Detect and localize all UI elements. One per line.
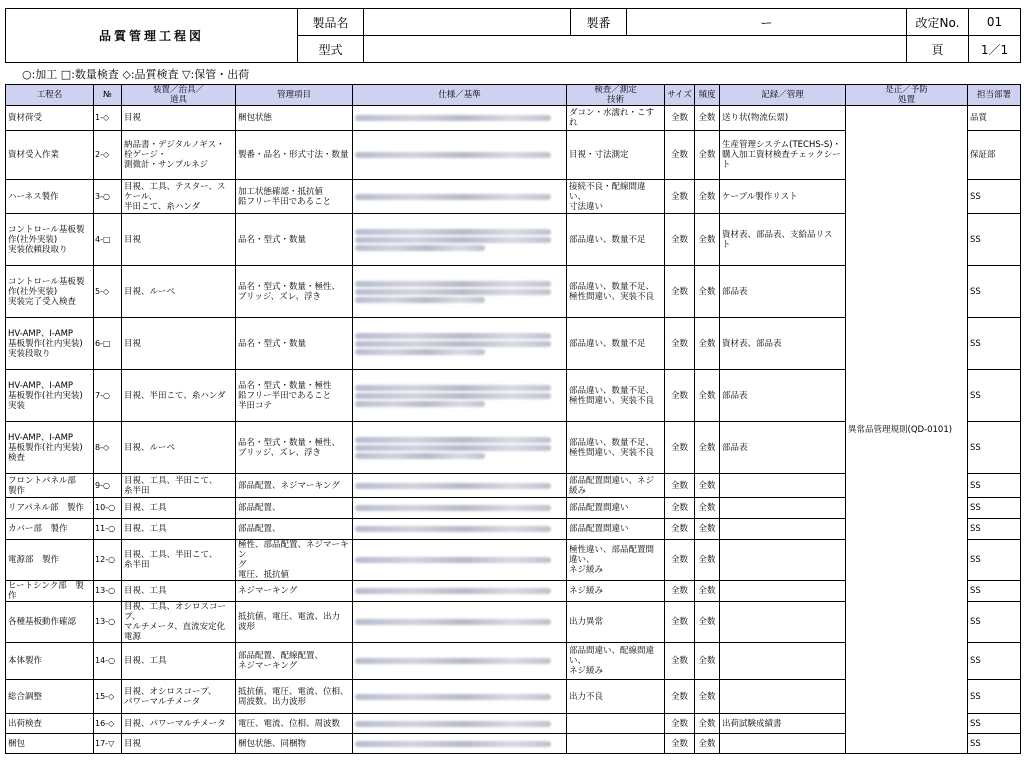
frequency-cell: 全数 [695, 474, 720, 498]
inspection-cell: 部品違い、数量不足、 極性間違い、実装不良 [567, 370, 665, 422]
spec-cell [353, 734, 567, 754]
process-name-cell: 資材受入作業 [6, 131, 94, 180]
process-no-cell: 11-○ [94, 519, 122, 540]
process-no-cell: 9-○ [94, 474, 122, 498]
record-cell [720, 680, 846, 714]
frequency-cell: 全数 [695, 714, 720, 734]
process-no-cell: 17-▽ [94, 734, 122, 754]
process-name-cell: ハーネス製作 [6, 180, 94, 214]
redacted-spec-text [355, 453, 485, 459]
col-header-inspection [567, 85, 665, 106]
spec-cell [353, 214, 567, 266]
inspection-cell: 出力異常 [567, 602, 665, 643]
revision-value: 01 [969, 9, 1021, 36]
process-no-cell: 15-◇ [94, 680, 122, 714]
col-header-correction-bottom: 処置 [897, 95, 915, 105]
equipment-cell: 目視、工具、テスター、スケール、 半田こて、糸ハンダ [122, 180, 236, 214]
redacted-spec-text [355, 526, 551, 532]
size-cell: 全数 [665, 474, 695, 498]
redacted-spec-text [355, 333, 551, 339]
inspection-cell: 出力不良 [567, 680, 665, 714]
record-cell [720, 643, 846, 680]
record-cell: 資材表、部品表、支給品リス ト [720, 214, 846, 266]
inspection-cell: 部品配置間違い [567, 519, 665, 540]
process-no-cell: 13-○ [94, 602, 122, 643]
spec-cell [353, 131, 567, 180]
process-no-cell: 13-○ [94, 581, 122, 602]
spec-cell [353, 714, 567, 734]
spec-cell [353, 266, 567, 318]
process-no-cell: 2-◇ [94, 131, 122, 180]
equipment-cell: 目視、工具、半田こて、 糸半田 [122, 474, 236, 498]
process-name-cell: リアパネル部 製作 [6, 498, 94, 519]
redacted-spec-text [355, 588, 551, 594]
record-cell [720, 519, 846, 540]
dept-cell: SS [968, 266, 1021, 318]
process-name-cell: HV-AMP、I-AMP 基板製作(社内実装) 実装 [6, 370, 94, 422]
record-cell: 部品表 [720, 266, 846, 318]
dept-cell: SS [968, 519, 1021, 540]
serial-label: 製番 [571, 9, 627, 36]
record-cell: ケーブル製作リスト [720, 180, 846, 214]
dept-cell: SS [968, 643, 1021, 680]
redacted-spec-text [355, 237, 551, 243]
equipment-cell: 目視、ルーペ [122, 422, 236, 474]
spec-cell [353, 519, 567, 540]
redacted-spec-text [355, 393, 551, 399]
equipment-cell: 目視 [122, 214, 236, 266]
inspection-cell: 部品違い、数量不足、 極性間違い、実装不良 [567, 266, 665, 318]
size-cell: 全数 [665, 131, 695, 180]
dept-cell: SS [968, 734, 1021, 754]
process-name-cell: 資材荷受 [6, 106, 94, 131]
revision-label: 改定No. [907, 9, 969, 36]
control-items-cell: 梱包状態、同梱物 [236, 734, 353, 754]
control-items-cell: 部品配置、 [236, 498, 353, 519]
process-name-cell: フロントパネル部 製作 [6, 474, 94, 498]
process-name-cell: カバー部 製作 [6, 519, 94, 540]
frequency-cell: 全数 [695, 498, 720, 519]
equipment-cell: 目視、工具、オシロスコープ、 マルチメータ、直流安定化電源 [122, 602, 236, 643]
frequency-cell: 全数 [695, 602, 720, 643]
redacted-spec-text [355, 557, 551, 563]
symbol-legend: ○:加工 □:数量検査 ◇:品質検査 ▽:保管・出荷 [22, 68, 250, 81]
page-value: 1／1 [969, 36, 1021, 63]
control-items-cell: 梱包状態 [236, 106, 353, 131]
size-cell: 全数 [665, 680, 695, 714]
dept-cell: SS [968, 714, 1021, 734]
record-cell: 資材表、部品表 [720, 318, 846, 370]
model-value [364, 36, 907, 63]
inspection-cell [567, 734, 665, 754]
record-cell [720, 474, 846, 498]
dept-cell: SS [968, 474, 1021, 498]
size-cell: 全数 [665, 602, 695, 643]
redacted-spec-text [355, 115, 551, 121]
process-name-cell: HV-AMP、I-AMP 基板製作(社内実装) 検査 [6, 422, 94, 474]
equipment-cell: 目視、半田こて、糸ハンダ [122, 370, 236, 422]
inspection-cell: 部品配置間違い [567, 498, 665, 519]
spec-cell [353, 474, 567, 498]
equipment-cell: 目視、工具 [122, 581, 236, 602]
redacted-spec-text [355, 505, 551, 511]
redacted-spec-text [355, 741, 551, 747]
col-header-frequency: 頻度 [695, 85, 720, 106]
inspection-cell [567, 714, 665, 734]
product-name-value [364, 9, 571, 36]
inspection-cell: 極性違い、部品配置間 違い、 ネジ緩み [567, 540, 665, 581]
col-header-size: サイズ [665, 85, 695, 106]
control-items-cell: 部品配置、配線配置、 ネジマーキング [236, 643, 353, 680]
redacted-spec-text [355, 721, 551, 727]
process-no-cell: 5-◇ [94, 266, 122, 318]
equipment-cell: 目視、オシロスコープ、 パワーマルチメータ [122, 680, 236, 714]
equipment-cell: 目視、工具、半田こて、 糸半田 [122, 540, 236, 581]
frequency-cell: 全数 [695, 519, 720, 540]
col-header-spec: 仕様／基準 [353, 85, 567, 106]
size-cell: 全数 [665, 266, 695, 318]
process-no-cell: 1-◇ [94, 106, 122, 131]
frequency-cell: 全数 [695, 680, 720, 714]
frequency-cell: 全数 [695, 131, 720, 180]
equipment-cell: 目視 [122, 318, 236, 370]
redacted-spec-text [355, 694, 551, 700]
size-cell: 全数 [665, 581, 695, 602]
dept-cell: SS [968, 540, 1021, 581]
process-name-cell: 電源部 製作 [6, 540, 94, 581]
control-items-cell: 部品配置、 [236, 519, 353, 540]
dept-cell: SS [968, 581, 1021, 602]
frequency-cell: 全数 [695, 318, 720, 370]
col-header-control-items: 管理項目 [236, 85, 353, 106]
process-name-cell: 各種基板動作確認 [6, 602, 94, 643]
equipment-cell: 目視、パワーマルチメータ [122, 714, 236, 734]
record-cell: 部品表 [720, 370, 846, 422]
control-items-cell: 品名・型式・数量・極性、 ブリッジ、ズレ、浮き [236, 266, 353, 318]
col-header-equipment-bottom: 道具 [169, 95, 187, 105]
frequency-cell: 全数 [695, 180, 720, 214]
control-items-cell: 製番・品名・形式寸法・数量 [236, 131, 353, 180]
size-cell: 全数 [665, 643, 695, 680]
control-items-cell: 極性、部品配置、ネジマーキン グ 電圧、抵抗値 [236, 540, 353, 581]
col-header-inspection-top: 検査／測定 [594, 85, 637, 95]
process-name-cell: 出荷検査 [6, 714, 94, 734]
size-cell: 全数 [665, 734, 695, 754]
inspection-cell: 部品違い、数量不足 [567, 318, 665, 370]
control-items-cell: 品名・型式・数量 [236, 318, 353, 370]
spec-cell [353, 180, 567, 214]
col-header-inspection-bottom: 技術 [606, 95, 624, 105]
control-items-cell: 品名・型式・数量・極性、 ブリッジ、ズレ、浮き [236, 422, 353, 474]
frequency-cell: 全数 [695, 370, 720, 422]
size-cell: 全数 [665, 214, 695, 266]
process-no-cell: 10-○ [94, 498, 122, 519]
inspection-cell: 部品違い、数量不足 [567, 214, 665, 266]
col-header-process: 工程名 [6, 85, 94, 106]
inspection-cell: ネジ緩み [567, 581, 665, 602]
record-cell: 生産管理システム(TECHS-S)・ 購入加工資材検査チェックシート [720, 131, 846, 180]
size-cell: 全数 [665, 318, 695, 370]
size-cell: 全数 [665, 519, 695, 540]
size-cell: 全数 [665, 180, 695, 214]
size-cell: 全数 [665, 106, 695, 131]
redacted-spec-text [355, 194, 551, 200]
spec-cell [353, 422, 567, 474]
dept-cell: SS [968, 180, 1021, 214]
equipment-cell: 目視、ルーペ [122, 266, 236, 318]
record-cell: 出荷試験成績書 [720, 714, 846, 734]
frequency-cell: 全数 [695, 734, 720, 754]
product-name-label: 製品名 [298, 9, 364, 36]
serial-value: ー [627, 9, 907, 36]
col-header-correction [846, 85, 968, 106]
page-label: 頁 [907, 36, 969, 63]
dept-cell: SS [968, 214, 1021, 266]
inspection-cell: 部品違い、数量不足、 極性間違い、実装不良 [567, 422, 665, 474]
process-no-cell: 8-◇ [94, 422, 122, 474]
process-name-cell: HV-AMP、I-AMP 基板製作(社内実装) 実装段取り [6, 318, 94, 370]
equipment-cell: 目視 [122, 106, 236, 131]
equipment-cell: 目視、工具 [122, 643, 236, 680]
spec-cell [353, 581, 567, 602]
col-header-record: 記録／管理 [720, 85, 846, 106]
size-cell: 全数 [665, 370, 695, 422]
spec-cell [353, 370, 567, 422]
redacted-spec-text [355, 401, 485, 407]
inspection-cell: 部品間違い、配線間違 い、 ネジ緩み [567, 643, 665, 680]
dept-cell: SS [968, 422, 1021, 474]
inspection-cell: 目視・寸法測定 [567, 131, 665, 180]
process-no-cell: 14-○ [94, 643, 122, 680]
process-no-cell: 6-□ [94, 318, 122, 370]
dept-cell: 保証部 [968, 131, 1021, 180]
redacted-spec-text [355, 619, 551, 625]
dept-cell: SS [968, 318, 1021, 370]
inspection-cell: 接続不良・配線間違い、 寸法違い [567, 180, 665, 214]
size-cell: 全数 [665, 540, 695, 581]
spec-cell [353, 602, 567, 643]
control-items-cell: 抵抗値、電圧、電流、出力 波形 [236, 602, 353, 643]
record-cell [720, 540, 846, 581]
col-header-correction-top: 是正／予防 [885, 85, 928, 95]
redacted-spec-text [355, 385, 551, 391]
frequency-cell: 全数 [695, 422, 720, 474]
redacted-spec-text [355, 437, 551, 443]
record-cell [720, 581, 846, 602]
redacted-spec-text [355, 289, 551, 295]
equipment-cell: 目視、工具 [122, 519, 236, 540]
col-header-equipment-top: 装置／治具／ [152, 85, 204, 95]
col-header-dept: 担当部署 [968, 85, 1021, 106]
dept-cell: SS [968, 680, 1021, 714]
dept-cell: SS [968, 602, 1021, 643]
size-cell: 全数 [665, 714, 695, 734]
spec-cell [353, 318, 567, 370]
control-items-cell: 品名・型式・数量・極性 鉛フリー半田であること 半田コテ [236, 370, 353, 422]
equipment-cell: 目視、工具 [122, 498, 236, 519]
model-label: 型式 [298, 36, 364, 63]
redacted-spec-text [355, 281, 551, 287]
process-name-cell: コントロール基板製 作(社外実装) 実装完了受入検査 [6, 266, 94, 318]
redacted-spec-text [355, 658, 551, 664]
correction-cell: 異常品管理規則(QD-0101) [846, 106, 968, 754]
frequency-cell: 全数 [695, 266, 720, 318]
spec-cell [353, 540, 567, 581]
process-table-body [6, 106, 1021, 754]
control-items-cell: 電圧、電流、位相、周波数 [236, 714, 353, 734]
redacted-spec-text [355, 297, 485, 303]
col-header-equipment [122, 85, 236, 106]
record-cell [720, 734, 846, 754]
redacted-spec-text [355, 349, 485, 355]
redacted-spec-text [355, 445, 551, 451]
spec-cell [353, 498, 567, 519]
size-cell: 全数 [665, 498, 695, 519]
frequency-cell: 全数 [695, 540, 720, 581]
inspection-cell: ダコン・水濡れ・こすれ [567, 106, 665, 131]
redacted-spec-text [355, 341, 551, 347]
control-items-cell: 部品配置、ネジマーキング [236, 474, 353, 498]
process-no-cell: 12-○ [94, 540, 122, 581]
spec-cell [353, 106, 567, 131]
document-title: 品質管理工程図 [6, 9, 298, 63]
table-row [6, 106, 1021, 131]
redacted-spec-text [355, 229, 551, 235]
redacted-spec-text [355, 152, 551, 158]
inspection-cell: 部品配置間違い、ネジ 緩み [567, 474, 665, 498]
process-name-cell: 本体製作 [6, 643, 94, 680]
equipment-cell: 目視 [122, 734, 236, 754]
process-no-cell: 7-○ [94, 370, 122, 422]
redacted-spec-text [355, 483, 551, 489]
equipment-cell: 納品書・デジタルノギス・栓ゲージ・ 測微計・サンプルネジ [122, 131, 236, 180]
control-items-cell: ネジマーキング [236, 581, 353, 602]
control-items-cell: 品名・型式・数量 [236, 214, 353, 266]
process-no-cell: 4-□ [94, 214, 122, 266]
dept-cell: SS [968, 498, 1021, 519]
process-no-cell: 3-○ [94, 180, 122, 214]
col-header-no: № [94, 85, 122, 106]
dept-cell: 品質 [968, 106, 1021, 131]
process-name-cell: ヒートシンク部 製作 [6, 581, 94, 602]
process-table [5, 84, 1021, 754]
control-items-cell: 加工状態確認・抵抗値 鉛フリー半田であること [236, 180, 353, 214]
frequency-cell: 全数 [695, 214, 720, 266]
spec-cell [353, 643, 567, 680]
process-name-cell: コントロール基板製 作(社外実装) 実装依頼段取り [6, 214, 94, 266]
record-cell [720, 602, 846, 643]
record-cell: 部品表 [720, 422, 846, 474]
frequency-cell: 全数 [695, 106, 720, 131]
frequency-cell: 全数 [695, 581, 720, 602]
record-cell: 送り状(物流伝票) [720, 106, 846, 131]
control-items-cell: 抵抗値、電圧、電流、位相、 周波数、出力波形 [236, 680, 353, 714]
spec-cell [353, 680, 567, 714]
process-name-cell: 総合調整 [6, 680, 94, 714]
record-cell [720, 498, 846, 519]
size-cell: 全数 [665, 422, 695, 474]
process-no-cell: 16-◇ [94, 714, 122, 734]
document-header [5, 8, 1021, 63]
process-name-cell: 梱包 [6, 734, 94, 754]
dept-cell: SS [968, 370, 1021, 422]
frequency-cell: 全数 [695, 643, 720, 680]
redacted-spec-text [355, 245, 485, 251]
